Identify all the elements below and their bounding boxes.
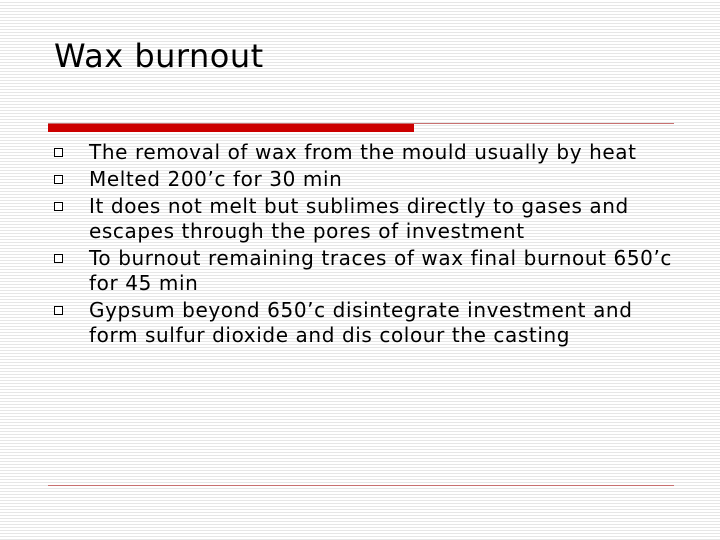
title-accent-bar (48, 124, 414, 132)
bullet-text: It does not melt but sublimes directly to gases and escapes through the pores of investment (89, 194, 629, 243)
hollow-square-bullet-icon (54, 175, 63, 184)
bullet-text: Gypsum beyond 650’c disintegrate investment and form sulfur dioxide and dis colour the casting (89, 298, 633, 347)
footer-divider-line (48, 485, 674, 486)
bullet-item-gypsum (54, 298, 674, 348)
bullet-item-removal (54, 140, 674, 165)
hollow-square-bullet-icon (54, 306, 63, 315)
bullet-text: Melted 200’c for 30 min (89, 167, 343, 191)
hollow-square-bullet-icon (54, 202, 63, 211)
bullet-item-sublimes (54, 194, 674, 244)
bullet-item-melted (54, 167, 674, 192)
bullet-text: To burnout remaining traces of wax final burnout 650’c for 45 min (89, 246, 673, 295)
slide-title: Wax burnout (54, 37, 264, 75)
bullet-text: The removal of wax from the mould usually by heat (89, 140, 637, 164)
hollow-square-bullet-icon (54, 254, 63, 263)
bullet-list (54, 140, 674, 348)
hollow-square-bullet-icon (54, 148, 63, 157)
bullet-item-final-burnout (54, 246, 674, 296)
